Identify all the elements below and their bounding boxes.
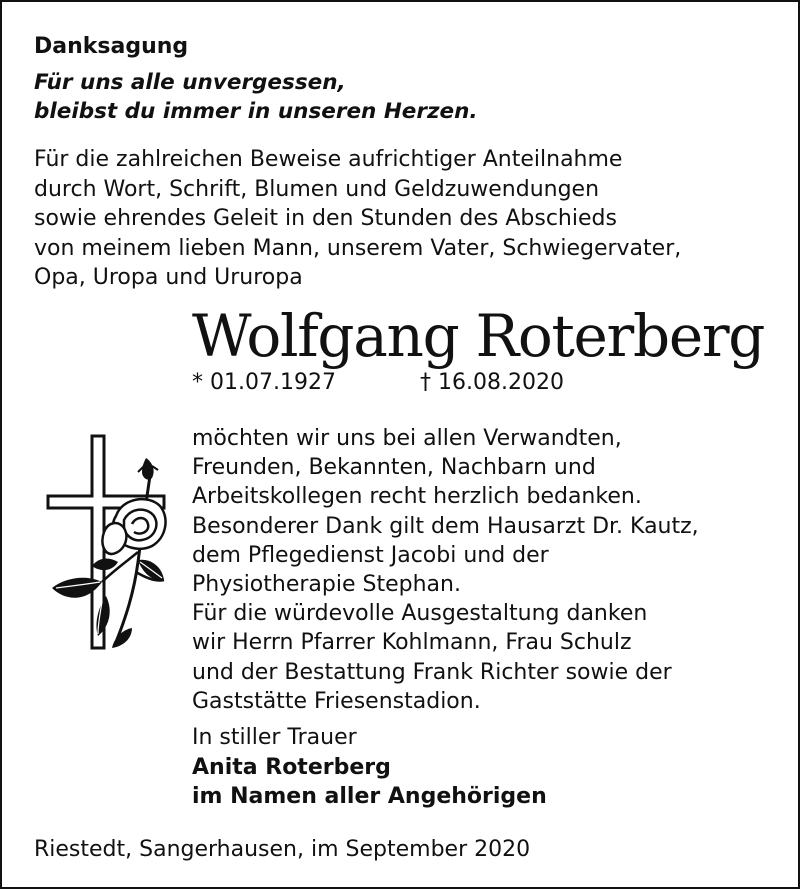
thanks-line: Besonderer Dank gilt dem Hausarzt Dr. Kautz,: [192, 513, 699, 539]
intro-paragraph: [34, 145, 681, 293]
thanks-line: möchten wir uns bei allen Verwandten,: [192, 426, 622, 451]
signature-block: [192, 723, 547, 812]
thanks-line: Freunden, Bekannten, Nachbarn und: [192, 455, 596, 481]
death-date: † 16.08.2020: [420, 370, 564, 395]
mourning-line: In stiller Trauer: [192, 725, 357, 750]
family-line: im Namen aller Angehörigen: [192, 784, 547, 809]
intro-line: durch Wort, Schrift, Blumen und Geldzuwendungen: [34, 176, 600, 202]
birth-date: * 01.07.1927: [192, 370, 336, 395]
thanks-line: wir Herrn Pfarrer Kohlmann, Frau Schulz: [192, 630, 632, 656]
deceased-name: Wolfgang Roterberg: [192, 302, 765, 370]
memorial-motto: [34, 68, 478, 126]
intro-line: Opa, Uropa und Ururopa: [34, 265, 303, 290]
thanks-line: und der Bestattung Frank Richter sowie der: [192, 659, 672, 685]
thanks-line: Für die würdevolle Ausgestaltung danken: [192, 601, 648, 627]
motto-line: Für uns alle unvergessen,: [34, 70, 346, 95]
intro-line: Für die zahlreichen Beweise aufrichtiger Anteilnahme: [34, 147, 623, 172]
intro-line: sowie ehrendes Geleit in den Stunden des Abschieds: [34, 206, 617, 231]
thanks-line: dem Pflegedienst Jacobi und der: [192, 542, 549, 568]
thanks-line: Physiotherapie Stephan.: [192, 572, 461, 598]
cross-with-rose-icon: [46, 432, 172, 652]
thanks-line: Gaststätte Friesenstadion.: [192, 688, 481, 714]
place-and-date: Riestedt, Sangerhausen, im September 2020: [34, 837, 531, 862]
thanks-line: Arbeitskollegen recht herzlich bedanken.: [192, 484, 642, 510]
thanks-paragraph: [192, 424, 699, 716]
motto-line: bleibst du immer in unseren Herzen.: [34, 99, 478, 124]
intro-line: von meinem lieben Mann, unserem Vater, Schwiegervater,: [34, 235, 682, 261]
signer-name: Anita Roterberg: [192, 754, 391, 780]
notice-heading: Danksagung: [34, 34, 189, 59]
